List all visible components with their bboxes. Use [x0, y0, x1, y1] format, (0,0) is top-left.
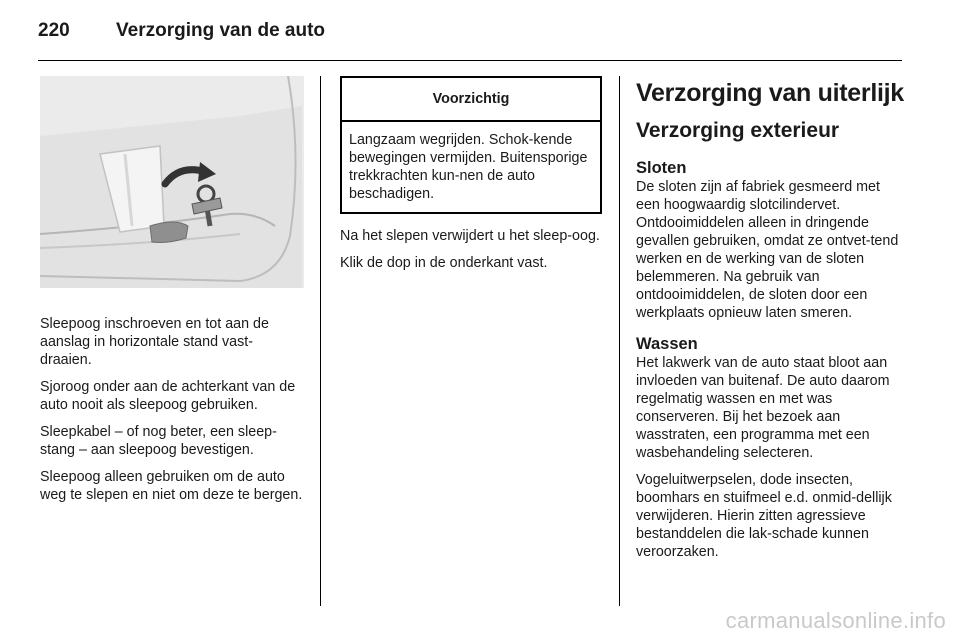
washing-paragraph: Vogeluitwerpselen, dode insecten, boomhars en stuifmeel e.d. onmid-dellijk verwijderen. Hierin zitten agressieve bestanddelen die lak-schade kunnen veroorzaken.	[636, 472, 892, 560]
header-rule	[38, 60, 902, 61]
caution-text: Langzaam wegrijden. Schok-kende bewegingen vermijden. Buitensporige trekkrachten kun-nen de auto beschadigen.	[349, 132, 588, 202]
topic-heading-washing: Wassen	[636, 335, 698, 353]
column-left	[40, 76, 304, 513]
chapter-title: Verzorging van de auto	[116, 20, 326, 41]
caution-box	[340, 76, 602, 214]
watermark: carmanualsonline.info	[725, 608, 946, 633]
instruction-paragraph: Klik de dop in de onderkant vast.	[340, 255, 548, 271]
instruction-paragraph: Na het slepen verwijdert u het sleep-oog.	[340, 228, 600, 244]
section-heading: Verzorging van uiterlijk	[636, 79, 904, 107]
subsection-heading: Verzorging exterieur	[636, 119, 840, 142]
instruction-paragraph: Sleepoog inschroeven en tot aan de aanslag in horizontale stand vast-draaien.	[40, 316, 269, 368]
page-number: 220	[38, 20, 70, 41]
column-divider	[619, 76, 620, 606]
column-middle	[340, 76, 602, 281]
washing-paragraph: Het lakwerk van de auto staat bloot aan invloeden van buitenaf. De auto daarom regelmatig wassen en met was conserveren. Bij het bezoek aan wasstraten, een programma met een wasbehandeling selecteren.	[636, 355, 890, 461]
page-header	[38, 20, 325, 50]
caution-title: Voorzichtig	[342, 78, 600, 122]
column-divider	[320, 76, 321, 606]
warning-paragraph: Sjoroog onder aan de achterkant van de auto nooit als sleepoog gebruiken.	[40, 379, 296, 413]
column-right	[636, 76, 906, 570]
locks-paragraph: De sloten zijn af fabriek gesmeerd met een hoogwaardig slotcilindervet. Ontdooimiddelen alleen in dringende gevallen gebruiken, omdat ze ontvet-tend werken en de werking van de sloten belemmeren. Na gebruik van ontdooimiddelen, de sloten door een werkplaats opnieuw laten smeren.	[636, 179, 899, 321]
instruction-paragraph: Sleepoog alleen gebruiken om de auto weg te slepen en niet om deze te bergen.	[40, 469, 303, 503]
towing-eye-illustration	[40, 76, 304, 288]
topic-heading-locks: Sloten	[636, 159, 687, 177]
instruction-paragraph: Sleepkabel – of nog beter, een sleep-stang – aan sleepoog bevestigen.	[40, 424, 277, 458]
